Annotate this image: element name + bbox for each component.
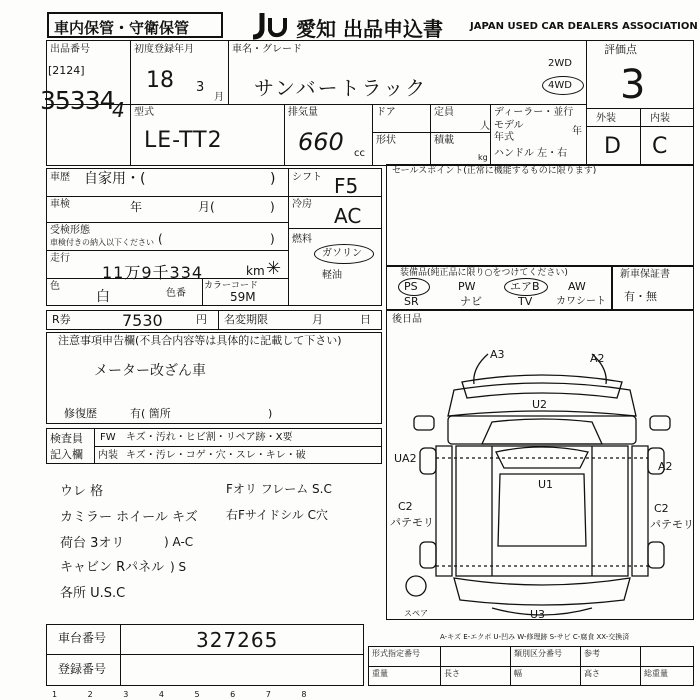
model-label: 車名・グレード [232,44,302,55]
repair-label: 修復歴 [64,407,97,420]
first-reg-label: 初度登録年月 [134,44,194,55]
spec-cell-3: 幅 [514,669,522,678]
ju-logo-icon [248,10,294,40]
meter-note: メーター改ざん車 [94,363,206,379]
spec-cell-4: 高さ [584,669,600,678]
lot-number: 35334 [40,86,115,115]
equipment-title: 装備品(純正品に限り○をつけてください) [400,268,568,278]
equip-tv: TV [518,295,533,308]
diag-a2-top: A2 [590,352,605,365]
diag-c2-left: C2 [398,500,413,513]
shape-label: 形状 [376,135,396,146]
score-label: 評価点 [604,43,637,56]
dealer-label: ディーラー・並行 [494,107,574,118]
warranty-label: 新車保証書 [620,269,670,280]
after-label: 後日品 [392,314,422,325]
inspection-year: 年 [130,200,143,214]
capacity-unit: 人 [480,121,490,132]
fuel-label: 燃料 [292,234,312,245]
recorder-label: 記入欄 [50,448,83,461]
interior-inspect-label: 内装 [98,450,118,461]
fw-label: FW [100,432,116,443]
model-name: サンバートラック [254,76,428,100]
diag-spare: スペア [404,609,428,618]
km-unit: km [246,264,265,278]
color-value: 白 [96,289,110,305]
type-label: 型式 [134,107,154,118]
diag-ua2: UA2 [394,452,417,465]
interior-grade: C [652,134,668,159]
bracket-a: ) A-C [164,535,194,549]
name-change-day: 日 [360,313,371,326]
equip-airbag: エアB [510,280,540,293]
year-unit-1: 年 [572,126,582,137]
equip-navi: ナビ [460,295,482,308]
inspector-line-3: 荷台 3オリ [60,536,125,551]
exterior-grade: D [604,134,621,159]
ac-label: 冷房 [292,199,312,210]
inspection-month: 月( [198,200,215,214]
load-unit: kg [478,153,488,162]
history-label: 車歴 [50,172,70,183]
diag-left-bent: パテモリ [390,516,434,529]
r-value: 7530 [122,311,163,330]
inspector-line-right-1: Fオリ フレーム S.C [226,482,332,496]
equip-aw: AW [568,280,586,293]
ac-value: AC [334,204,362,228]
fw-items: キズ・汚れ・ヒビ割・リペア跡・X要 [126,432,293,443]
selling-frame [386,164,694,266]
chassis-label: 車台番号 [58,631,107,645]
equip-airbag-circle [504,278,548,296]
repair-close: ) [268,407,273,420]
plate-label: 登録番号 [58,662,107,676]
receipt-label: 受検形態 [50,225,90,236]
shift-value: F5 [334,174,359,198]
diag-a3: A3 [490,348,505,361]
recycle-frame [46,310,382,330]
org-title: 愛知 出品申込書 [296,17,443,41]
spec-cell-6: 総重量 [644,669,668,678]
inspector-line-5: 各所 U.S.C [60,586,126,601]
diag-u2: U2 [532,398,548,411]
color-code-label: カラーコード [204,281,259,291]
bracket-s: ) S [170,560,187,574]
door-label: ドア [376,107,396,118]
inspection-close: ) [270,200,275,214]
capacity-label: 定員 [434,107,454,118]
model-year-label: モデル [494,120,524,131]
warranty-value: 有・無 [624,290,657,303]
history-value: 自家用・( [84,171,146,187]
spec-cell-5: 重量 [372,669,388,678]
inspector-label: 検査員 [50,432,83,445]
receipt-close: ) [270,232,275,246]
r-label: R券 [52,313,71,326]
ju-logo [248,10,294,40]
lot-suffix: 4 [112,98,125,122]
bottom-strip: 1 2 3 4 5 6 7 8 [52,690,321,699]
notes-title: 注意事項申告欄(不具合内容等は具体的に記載して下さい) [58,334,342,347]
inspector-line-2: カミラー ホイール キズ [60,510,198,525]
diag-u1: U1 [538,478,554,491]
first-reg-year: 18 [146,68,174,93]
interior-items: キズ・汚レ・コゲ・穴・スレ・キレ・破 [126,450,306,461]
interior-label: 内装 [650,113,670,124]
color-no-label: 色番 [166,288,186,299]
inspector-line-right-2: 右Fサイドシル C穴 [226,508,328,522]
repair-value: 有( 箇所 [130,407,171,420]
handle-label: ハンドル 左・右 [494,148,568,159]
receipt-note: 車検付きの納入以下ください [50,238,154,247]
displacement-label: 排気量 [288,107,318,118]
equip-pw: PW [458,280,476,293]
mileage-star: ✳ [266,258,282,279]
equip-ps: PS [404,280,418,293]
spec-cell-1: 類別区分番号 [514,649,562,658]
equip-seat: カワシート [556,296,606,307]
color-code-value: 59M [230,290,256,304]
diag-a2-right: A2 [658,460,673,473]
score-value: 3 [620,62,646,108]
name-change-label: 名変期限 [224,313,268,326]
storage-label: 車内保管・守衛保管 [54,19,190,37]
inspector-line-4: キャビン Rパネル [60,560,165,575]
receipt-paren: ( [158,232,163,246]
history-close: ) [270,171,276,187]
color-label: 色 [50,281,60,292]
diag-c2-right: C2 [654,502,669,515]
model-year2-label: 年式 [494,132,514,143]
mileage-value: 11万9千334 [102,263,204,282]
spec-cell-7: 参考 [584,649,600,658]
org-english: JAPAN USED CAR DEALERS ASSOCIATION [470,21,698,32]
spec-cell-0: 形式指定番号 [372,649,420,658]
mileage-label: 走行 [50,253,70,264]
inspection-label: 車検 [50,199,70,210]
shift-label: シフト [292,172,322,183]
fuel-diesel: 軽油 [322,270,342,281]
equip-ps-circle [398,278,430,296]
drive-2wd: 2WD [548,58,572,69]
equip-sr: SR [404,295,419,308]
r-yen: 円 [196,313,207,326]
chassis-value: 327265 [196,628,279,652]
selling-title: セールスポイント(正常に機能するものに限ります) [392,166,597,176]
load-label: 積載 [434,135,454,146]
diag-right-bent: パテモリ [650,518,694,531]
first-reg-month: 3 [196,80,205,95]
drive-4wd: 4WD [548,80,572,91]
diag-u3: U3 [530,608,546,621]
lot-label: 出品番号 [50,44,90,55]
spec-cell-2: 長さ [444,669,460,678]
type-value: LE-TT2 [144,128,223,153]
month-unit: 月 [214,92,224,103]
lot-bracket: [2124] [48,64,85,77]
exterior-label: 外装 [596,113,616,124]
diag-legend: A-キズ E-エクボ U-凹み W-修理跡 S-サビ C-腐食 XX-交換済 [440,633,630,641]
name-change-month: 月 [312,313,323,326]
displacement-value: 660 [298,128,344,156]
inspector-line-1: ウレ 格 [60,484,104,499]
cc-unit: cc [354,148,365,159]
fuel-gas: ガソリン [322,248,362,259]
